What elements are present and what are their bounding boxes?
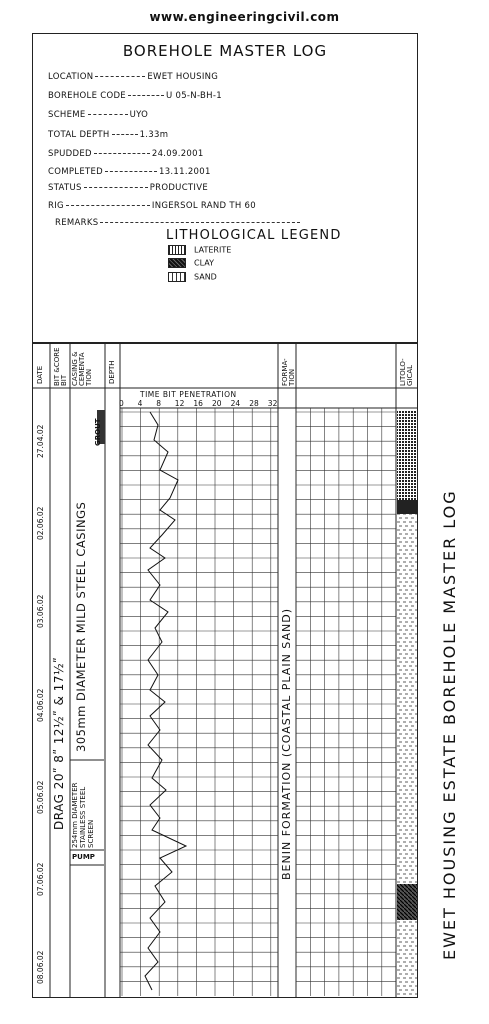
website-url: www.engineeringcivil.com (149, 10, 340, 24)
penetration-title: TIME BIT PENETRATION (140, 390, 237, 399)
lithology-sand-block-lower (397, 920, 417, 996)
penetration-tick: 8 (156, 399, 161, 408)
field-scheme: SCHEME UYO (48, 110, 149, 120)
field-borehole-code: BOREHOLE CODE U 05-N-BH-1 (48, 91, 222, 101)
date-label: 07.06.02 (36, 862, 45, 896)
field-rig: RIG INGERSOL RAND TH 60 (48, 201, 256, 211)
legend-laterite: LATERITE (168, 245, 231, 255)
formation-label: BENIN FORMATION (COASTAL PLAIN SAND) (280, 607, 293, 880)
col-header-bit: BIT &CORE BIT (53, 347, 68, 386)
penetration-tick: 32 (267, 399, 278, 408)
lithology-laterite-block (397, 410, 417, 500)
lithology-clay-block-lower (397, 884, 417, 920)
penetration-tick: 20 (212, 399, 222, 408)
lithology-clay-block-upper (397, 500, 417, 514)
lithology-sand-block (397, 514, 417, 884)
field-completed: COMPLETED 13.11.2001 (48, 167, 211, 177)
penetration-tick: 28 (249, 399, 259, 408)
field-total-depth: TOTAL DEPTH 1.33m (48, 130, 169, 140)
col-header-date: DATE (36, 365, 44, 384)
log-title: BOREHOLE MASTER LOG (122, 42, 328, 60)
legend-title: LITHOLOGICAL LEGEND (166, 228, 342, 243)
date-label: 27.04.02 (36, 424, 45, 458)
penetration-tick: 12 (174, 399, 185, 408)
date-label: 05.06.02 (36, 780, 45, 814)
penetration-tick: 16 (193, 399, 203, 408)
penetration-tick: 24 (230, 399, 241, 408)
penetration-tick: 4 (137, 399, 143, 408)
penetration-curve (145, 412, 186, 990)
legend-clay: CLAY (168, 258, 214, 268)
date-label: 03.06.02 (36, 594, 45, 628)
date-label: 04.06.02 (36, 688, 45, 722)
field-spudded: SPUDDED 24.09.2001 (48, 149, 204, 159)
col-header-lithological: LITOLO- GICAL (399, 358, 414, 386)
date-label: 08.06.02 (36, 950, 45, 984)
formation-grid (296, 408, 396, 996)
legend-sand: SAND (168, 272, 217, 282)
penetration-grid (120, 408, 278, 996)
pump-label: PUMP (72, 853, 95, 861)
field-remarks: REMARKS (55, 218, 302, 228)
penetration-tick: 0 (119, 399, 124, 408)
side-title: EWET HOUSING ESTATE BOREHOLE MASTER LOG (440, 489, 459, 960)
screen-label: 254mm DIAMETER STAINLESS STEEL SCREEN (71, 782, 95, 848)
date-label: 02.06.02 (36, 506, 45, 540)
grout-label: GROUT (94, 418, 102, 446)
col-header-depth: DEPTH (108, 360, 116, 384)
field-status: STATUS PRODUCTIVE (48, 183, 209, 193)
bit-sizes: DRAG 20ʺ 8ʺ 12½ʺ & 17½ʺ (52, 656, 66, 830)
casing-label: 305mm DIAMETER MILD STEEL CASINGS (74, 501, 88, 752)
col-header-casing: CASING & CEMENTA TION (71, 351, 93, 386)
field-location: LOCATION EWET HOUSING (48, 72, 219, 82)
col-header-formation: FORMA- TION (281, 358, 296, 386)
